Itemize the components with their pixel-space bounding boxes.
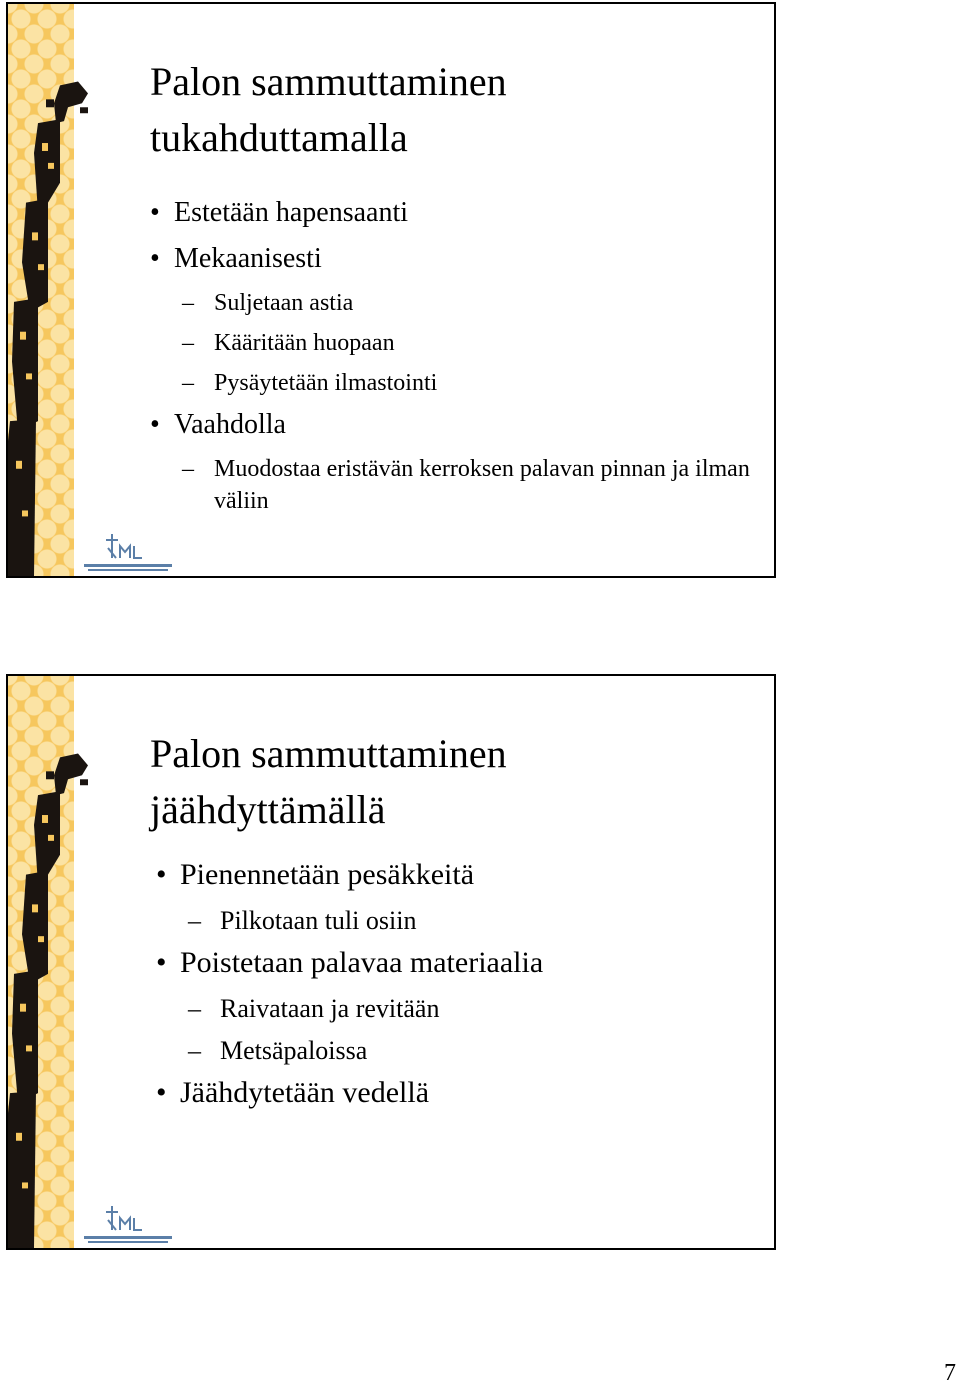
sub-bullet-item bbox=[142, 327, 752, 359]
sub-bullet-text: Pilkotaan tuli osiin bbox=[220, 906, 417, 935]
bullet-text: Pienennetään pesäkkeitä bbox=[180, 858, 475, 891]
bullet-text: Mekaanisesti bbox=[174, 243, 322, 274]
title-line: Palon sammuttaminen bbox=[150, 59, 507, 104]
bullet-marker: • bbox=[150, 243, 160, 274]
slide-title bbox=[150, 726, 750, 838]
bullet-item bbox=[148, 1072, 758, 1114]
bullet-marker: • bbox=[156, 1076, 167, 1109]
bullet-text: Vaahdolla bbox=[174, 409, 286, 440]
sub-bullet-item bbox=[142, 367, 752, 399]
slide-1 bbox=[6, 2, 776, 578]
dash-marker: – bbox=[182, 290, 194, 316]
sub-bullet-item bbox=[148, 992, 758, 1026]
bullet-marker: • bbox=[150, 197, 160, 228]
bullet-list bbox=[148, 850, 758, 1114]
sub-bullet-text: Metsäpaloissa bbox=[220, 1036, 368, 1065]
giraffe-icon bbox=[8, 4, 100, 576]
bullet-list bbox=[142, 187, 752, 517]
dash-marker: – bbox=[188, 906, 201, 935]
title-line: jäähdyttämällä bbox=[150, 787, 386, 832]
bullet-item bbox=[142, 193, 752, 233]
sub-bullet-item bbox=[142, 453, 752, 517]
sub-bullet-text: Raivataan ja revitään bbox=[220, 994, 440, 1023]
bullet-item bbox=[142, 239, 752, 279]
dash-marker: – bbox=[182, 370, 194, 396]
sub-bullet-text: Muodostaa eristävän kerroksen palavan pinnan ja ilman väliin bbox=[214, 456, 750, 514]
bullet-item bbox=[142, 405, 752, 445]
dash-marker: – bbox=[182, 456, 194, 482]
bullet-text: Estetään hapensaanti bbox=[174, 197, 409, 228]
bullet-marker: • bbox=[156, 858, 167, 891]
bullet-text: Poistetaan palavaa materiaalia bbox=[180, 946, 544, 979]
title-line: Palon sammuttaminen bbox=[150, 731, 507, 776]
bullet-item bbox=[148, 854, 758, 896]
slide-title bbox=[150, 54, 750, 166]
bullet-text: Jäähdytetään vedellä bbox=[180, 1076, 430, 1109]
tml-logo-icon bbox=[78, 528, 178, 574]
bullet-marker: • bbox=[156, 946, 167, 979]
sub-bullet-text: Pysäytetään ilmastointi bbox=[214, 370, 438, 396]
sub-bullet-text: Suljetaan astia bbox=[214, 290, 354, 316]
dash-marker: – bbox=[188, 994, 201, 1023]
title-line: tukahduttamalla bbox=[150, 115, 408, 160]
sub-bullet-item bbox=[148, 904, 758, 938]
bullet-item bbox=[148, 942, 758, 984]
dash-marker: – bbox=[182, 330, 194, 356]
sub-bullet-text: Kääritään huopaan bbox=[214, 330, 395, 356]
bullet-marker: • bbox=[150, 409, 160, 440]
dash-marker: – bbox=[188, 1036, 201, 1065]
sub-bullet-item bbox=[148, 1034, 758, 1068]
slide-2 bbox=[6, 674, 776, 1250]
giraffe-icon bbox=[8, 676, 100, 1248]
tml-logo-icon bbox=[78, 1200, 178, 1246]
page-number: 7 bbox=[944, 1360, 956, 1386]
sub-bullet-item bbox=[142, 287, 752, 319]
